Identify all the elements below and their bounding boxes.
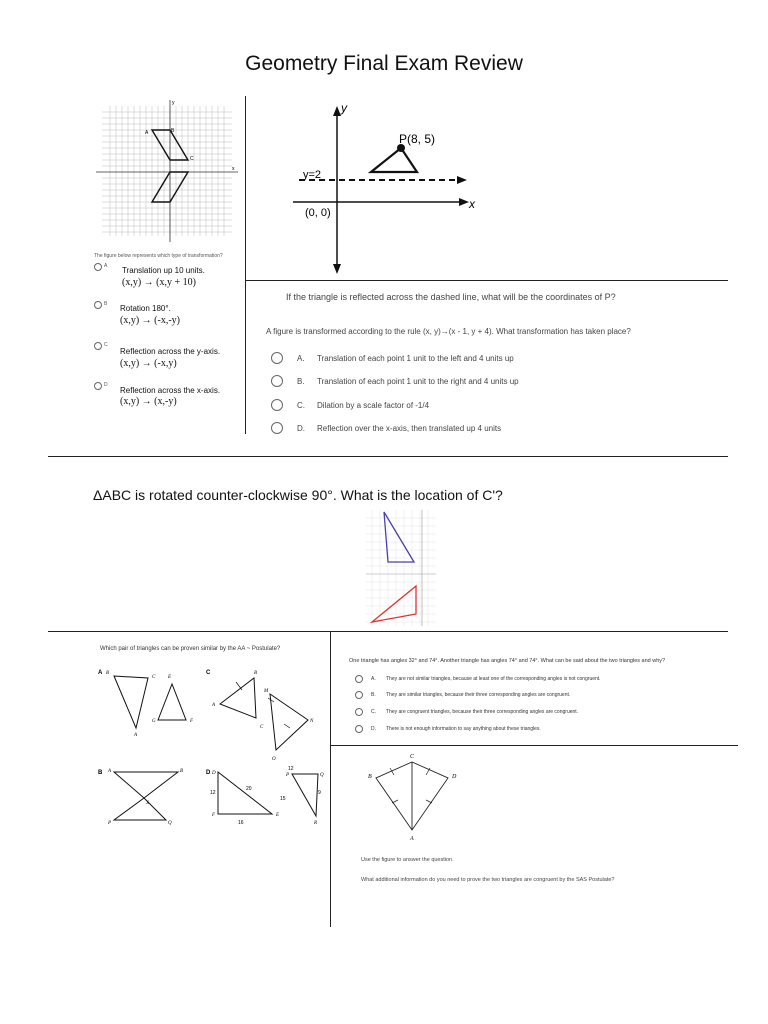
svg-text:O: O xyxy=(272,757,276,762)
svg-text:Q: Q xyxy=(320,773,324,778)
svg-text:G: G xyxy=(152,719,156,724)
divider xyxy=(331,745,738,746)
radio-icon[interactable] xyxy=(355,691,363,699)
svg-text:B: B xyxy=(106,671,110,676)
svg-text:A: A xyxy=(212,703,216,708)
pair-a-letter: A xyxy=(98,670,103,676)
q2-graph xyxy=(285,100,485,275)
q2-point-label: P(8, 5) xyxy=(399,132,436,146)
q2-prompt: If the triangle is reflected across the dashed line, what will be the coordinates of P? xyxy=(286,292,616,302)
q2-line-label: y=2 xyxy=(303,169,322,181)
q1-label-y: y xyxy=(172,100,175,106)
q5-label-c: C xyxy=(410,754,415,760)
aa-triangle-pairs xyxy=(96,664,326,834)
q5-label-a: A xyxy=(410,836,414,842)
q3-prompt: A figure is transformed according to the rule (x, y)→(x - 1, y + 4). What transformation has taken place? xyxy=(266,327,631,336)
divider xyxy=(330,632,331,927)
q5-instruction: Use the figure to answer the question. xyxy=(361,857,454,863)
pair-b-letter: B xyxy=(98,770,103,776)
radio-icon[interactable] xyxy=(271,352,283,364)
svg-text:16: 16 xyxy=(238,820,244,826)
divider xyxy=(245,96,246,434)
svg-text:P: P xyxy=(108,821,112,826)
section-divider xyxy=(48,631,728,632)
svg-text:B: B xyxy=(254,671,258,676)
svg-text:20: 20 xyxy=(246,786,252,792)
svg-text:F: F xyxy=(190,719,194,724)
svg-text:F: F xyxy=(212,813,216,818)
svg-text:R: R xyxy=(314,821,318,826)
q1-label-x: x xyxy=(232,166,235,172)
svg-text:D: D xyxy=(212,771,216,776)
svg-text:N: N xyxy=(310,719,314,724)
radio-icon[interactable] xyxy=(271,422,283,434)
svg-text:12: 12 xyxy=(210,790,216,796)
q4-prompt: One triangle has angles 32° and 74°. Another triangle has angles 74° and 74°. What can be said about the two triangles and why? xyxy=(349,658,666,664)
svg-text:B: B xyxy=(180,769,184,774)
q5-prompt: What additional information do you need to prove the two triangles are congruent by the SAS Postulate? xyxy=(361,877,615,883)
svg-text:C: C xyxy=(260,725,264,730)
q1-prompt: The figure below represents which type of transformation? xyxy=(94,253,223,259)
pair-c-letter: C xyxy=(206,670,211,676)
radio-icon[interactable] xyxy=(94,263,102,271)
q2-x-axis-label: x xyxy=(469,197,475,211)
svg-text:E: E xyxy=(276,813,280,818)
q1-label-b: B xyxy=(171,128,175,134)
q1-label-a: A xyxy=(145,130,149,136)
q5-label-d: D xyxy=(452,774,457,780)
section-divider xyxy=(48,456,728,457)
radio-icon[interactable] xyxy=(94,382,102,390)
svg-text:9: 9 xyxy=(318,790,321,796)
q5-label-b: B xyxy=(368,774,372,780)
q2-origin-label: (0, 0) xyxy=(305,207,331,219)
pair-d-letter: D xyxy=(206,770,211,776)
radio-icon[interactable] xyxy=(94,301,102,309)
rotation-grid xyxy=(366,510,436,626)
svg-text:M: M xyxy=(264,689,269,694)
svg-text:A: A xyxy=(134,733,138,738)
page-title: Geometry Final Exam Review xyxy=(245,52,523,75)
divider xyxy=(246,280,728,281)
svg-text:A: A xyxy=(108,769,112,774)
svg-text:E: E xyxy=(168,675,172,680)
svg-text:12: 12 xyxy=(288,766,294,772)
svg-text:C: C xyxy=(152,675,156,680)
q-aa-prompt: Which pair of triangles can be proven similar by the AA ~ Postulate? xyxy=(100,646,281,652)
svg-text:X: X xyxy=(146,801,150,806)
radio-icon[interactable] xyxy=(94,342,102,350)
q-rot-prompt: ΔABC is rotated counter-clockwise 90°. What is the location of C'? xyxy=(93,487,503,503)
radio-icon[interactable] xyxy=(271,375,283,387)
q1-coordinate-grid xyxy=(92,96,242,246)
radio-icon[interactable] xyxy=(355,675,363,683)
q1-label-c: C xyxy=(190,156,194,162)
svg-text:Q: Q xyxy=(168,821,172,826)
radio-icon[interactable] xyxy=(355,708,363,716)
svg-text:P: P xyxy=(286,773,290,778)
svg-text:15: 15 xyxy=(280,796,286,802)
radio-icon[interactable] xyxy=(355,725,363,733)
q5-kite-figure xyxy=(360,748,470,848)
q2-y-axis-label: y xyxy=(341,101,347,115)
radio-icon[interactable] xyxy=(271,399,283,411)
